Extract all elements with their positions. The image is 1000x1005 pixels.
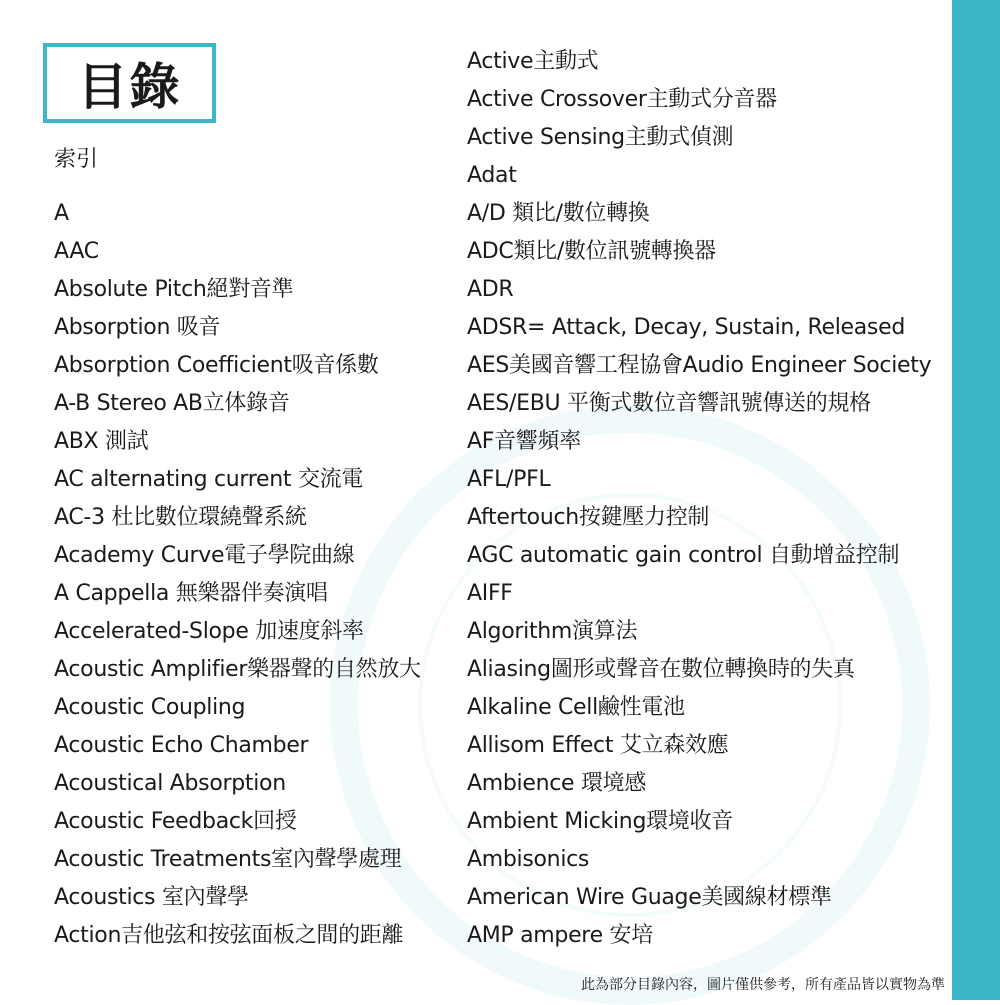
title-box <box>43 43 216 123</box>
index-entry: A/D 類比/數位轉換 <box>467 201 650 226</box>
index-entry: Alkaline Cell鹼性電池 <box>467 695 685 720</box>
index-entry: Acoustic Treatments室內聲學處理 <box>54 847 402 872</box>
index-entry: Absorption Coefficient吸音係數 <box>54 353 379 378</box>
index-list-right <box>467 43 947 955</box>
index-entry: AC-3 杜比數位環繞聲系統 <box>54 505 307 530</box>
page-subtitle: 索引 <box>54 147 99 172</box>
index-entry: AMP ampere 安培 <box>467 923 653 948</box>
index-entry: Acoustical Absorption <box>54 771 286 796</box>
index-entry: AES美國音響工程協會Audio Engineer Society <box>467 353 932 378</box>
page-title: 目錄 <box>77 58 182 116</box>
footer-disclaimer: 此為部分目錄內容，圖片僅供參考，所有產品皆以實物為準 <box>581 977 945 993</box>
index-list-left <box>54 195 464 955</box>
index-entry: Aftertouch按鍵壓力控制 <box>467 505 710 530</box>
index-entry: Ambience 環境感 <box>467 771 647 796</box>
index-entry: Adat <box>467 163 517 188</box>
index-entry: AAC <box>54 239 99 264</box>
index-entry: ADSR= Attack, Decay, Sustain, Released <box>467 315 905 340</box>
index-entry: Accelerated-Slope 加速度斜率 <box>54 619 364 644</box>
index-entry: AES/EBU 平衡式數位音響訊號傳送的規格 <box>467 391 871 416</box>
index-entry: Acoustic Amplifier樂器聲的自然放大 <box>54 657 421 682</box>
index-entry: Acoustic Coupling <box>54 695 246 720</box>
index-entry: Acoustic Feedback回授 <box>54 809 297 834</box>
index-entry: ADC類比/數位訊號轉換器 <box>467 239 716 264</box>
index-entry: Acoustics 室內聲學 <box>54 885 249 910</box>
index-entry: Ambient Micking環境收音 <box>467 809 733 834</box>
accent-stripe <box>952 0 1000 1000</box>
index-entry: Ambisonics <box>467 847 590 872</box>
index-entry: AF音響頻率 <box>467 429 581 454</box>
index-entry: Active Sensing主動式偵測 <box>467 125 734 150</box>
index-entry: A <box>54 201 69 226</box>
index-entry: AIFF <box>467 581 513 606</box>
index-entry: Aliasing圖形或聲音在數位轉換時的失真 <box>467 657 855 682</box>
index-entry: AGC automatic gain control 自動增益控制 <box>467 543 900 568</box>
index-entry: Algorithm演算法 <box>467 619 638 644</box>
index-entry: Action吉他弦和按弦面板之間的距離 <box>54 923 404 948</box>
index-entry: ADR <box>467 277 514 302</box>
index-entry: American Wire Guage美國線材標準 <box>467 885 832 910</box>
index-entry: Active主動式 <box>467 49 599 74</box>
index-entry: Allisom Effect 艾立森效應 <box>467 733 729 758</box>
index-entry: Absolute Pitch絕對音準 <box>54 277 294 302</box>
index-entry: Acoustic Echo Chamber <box>54 733 309 758</box>
index-entry: ABX 測試 <box>54 429 149 454</box>
index-entry: Academy Curve電子學院曲線 <box>54 543 355 568</box>
index-entry: A Cappella 無樂器伴奏演唱 <box>54 581 328 606</box>
index-entry: Active Crossover主動式分音器 <box>467 87 777 112</box>
index-entry: AFL/PFL <box>467 467 551 492</box>
index-entry: Absorption 吸音 <box>54 315 221 340</box>
index-entry: AC alternating current 交流電 <box>54 467 364 492</box>
index-entry: A-B Stereo AB立体錄音 <box>54 391 290 416</box>
